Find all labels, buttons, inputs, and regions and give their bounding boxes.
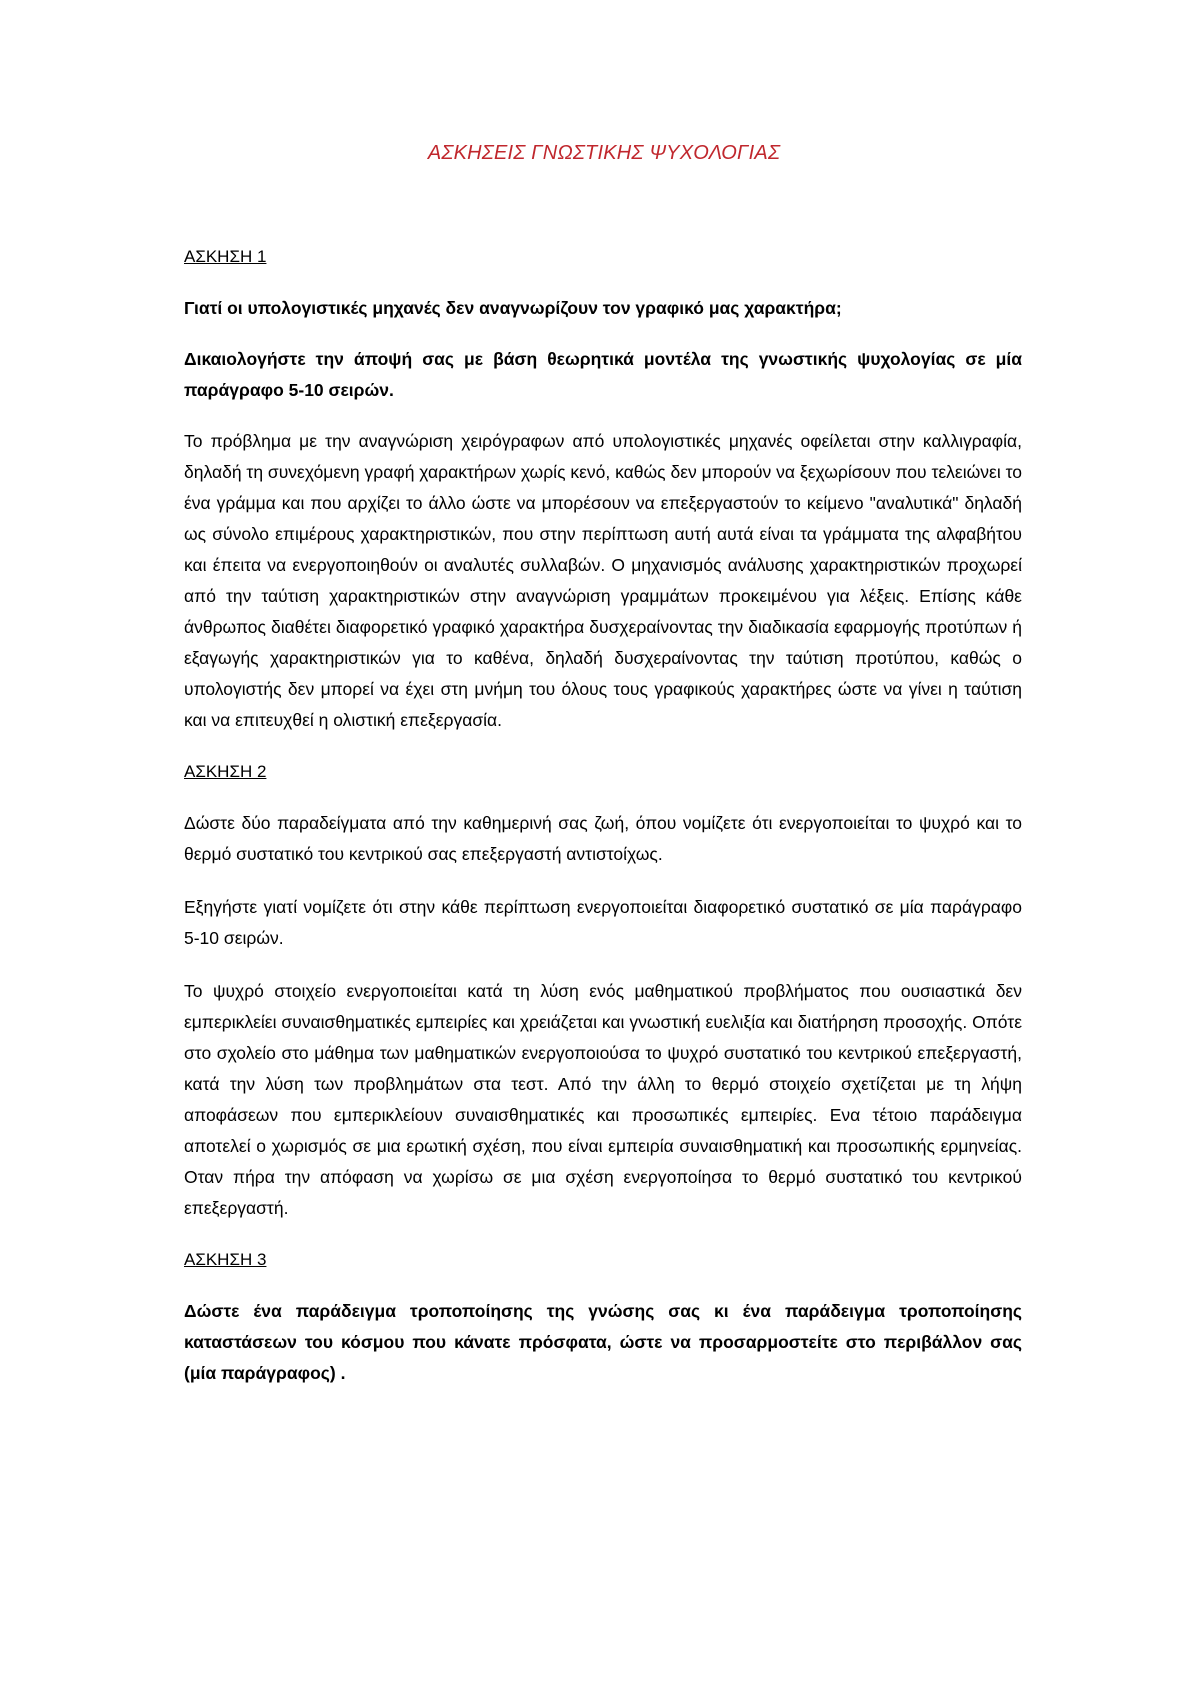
exercise-3-question: Δώστε ένα παράδειγμα τροποποίησης της γνώσης σας κι ένα παράδειγμα τροποποίησης καταστάσεων του κόσμου που κάνατε πρόσφατα, ώστε να προσαρμοστείτε στο περιβάλλον σας (μία παράγραφος) . <box>184 1301 1022 1383</box>
exercise-3-section <box>184 1246 1022 1389</box>
exercise-1-heading: ΑΣΚΗΣΗ 1 <box>184 247 267 266</box>
exercise-2-question: Δώστε δύο παραδείγματα από την καθημερινή σας ζωή, όπου νομίζετε ότι ενεργοποιείται το ψυχρό και το θερμό συστατικό του κεντρικού σας επεξεργαστή αντιστοίχως. <box>184 813 1022 864</box>
exercise-2-instruction: Εξηγήστε γιατί νομίζετε ότι στην κάθε περίπτωση ενεργοποιείται διαφορετικό συστατικό σε μία παράγραφο 5-10 σειρών. <box>184 897 1022 948</box>
exercise-1-answer: Το πρόβλημα με την αναγνώριση χειρόγραφων από υπολογιστικές μηχανές οφείλεται στην καλλιγραφία, δηλαδή τη συνεχόμενη γραφή χαρακτήρων χωρίς κενό, καθώς δεν μπορούν να ξεχωρίσουν που τελειώνει το ένα γράμμα και που αρχίζει το άλλο ώστε να μπορέσουν να επεξεργαστούν το κείμενο "αναλυτικά" δηλαδή ως σύνολο επιμέρους χαρακτηριστικών, που στην περίπτωση αυτή αυτά είναι τα γράμματα της αλφαβήτου και έπειτα να ενεργοποιηθούν οι αναλυτές συλλαβών. Ο μηχανισμός ανάλυσης χαρακτηριστικών προχωρεί από την ταύτιση χαρακτηριστικών στην αναγνώριση γραμμάτων προκειμένου για λέξεις. Επίσης κάθε άνθρωπος διαθέτει διαφορετικό γραφικό χαρακτήρα δυσχεραίνοντας την διαδικασία εφαρμογής προτύπων ή εξαγωγής χαρακτηριστικών για το καθένα, δηλαδή δυσχεραίνοντας την ταύτιση προτύπου, καθώς ο υπολογιστής δεν μπορεί να έχει στη μνήμη του όλους τους γραφικούς χαρακτήρες ώστε να γίνει η ταύτιση και να επιτευχθεί η ολιστική επεξεργασία. <box>184 431 1022 730</box>
exercise-1-question: Γιατί οι υπολογιστικές μηχανές δεν αναγνωρίζουν τον γραφικό μας χαρακτήρα; <box>184 298 842 318</box>
exercise-1-section <box>184 243 1022 736</box>
exercise-3-heading: ΑΣΚΗΣΗ 3 <box>184 1250 267 1269</box>
exercise-1-instruction: Δικαιολογήστε την άποψή σας με βάση θεωρητικά μοντέλα της γνωστικής ψυχολογίας σε μία παράγραφο 5-10 σειρών. <box>184 349 1022 400</box>
exercise-2-heading: ΑΣΚΗΣΗ 2 <box>184 762 267 781</box>
exercise-2-answer: Το ψυχρό στοιχείο ενεργοποιείται κατά τη λύση ενός μαθηματικού προβλήματος που ουσιαστικά δεν εμπερικλείει συναισθηματικές εμπειρίες και χρειάζεται και γνωστική ευελιξία και διατήρηση προσοχής. Οπότε στο σχολείο στο μάθημα των μαθηματικών ενεργοποιούσα το ψυχρό συστατικό του κεντρικού επεξεργαστή, κατά την λύση των προβλημάτων στα τεστ. Από την άλλη το θερμό στοιχείο σχετίζεται με τη λήψη αποφάσεων που εμπερικλείουν συναισθηματικές και προσωπικές εμπειρίες. Ενα τέτοιο παράδειγμα αποτελεί ο χωρισμός σε μια ερωτική σχέση, που είναι εμπειρία συναισθηματική και προσωπικής ερμηνείας. Οταν πήρα την απόφαση να χωρίσω σε μια σχέση ενεργοποίησα το θερμό συστατικό του κεντρικού επεξεργαστή. <box>184 981 1022 1218</box>
exercise-2-section <box>184 758 1022 1224</box>
document-body <box>184 142 1022 1409</box>
document-title: ΑΣΚΗΣΕΙΣ ΓΝΩΣΤΙΚΗΣ ΨΥΧΟΛΟΓΙΑΣ <box>427 142 781 164</box>
